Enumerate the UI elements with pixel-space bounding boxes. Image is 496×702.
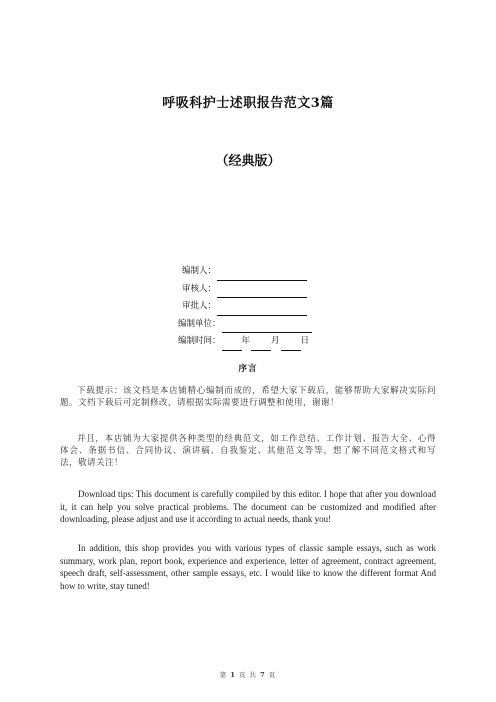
unit-blank	[222, 321, 312, 333]
footer-page-number: 1	[230, 671, 236, 679]
footer-prefix: 第	[219, 671, 228, 679]
year-label: 年	[241, 336, 251, 346]
reviewer-row	[178, 281, 312, 299]
editor-blank	[217, 269, 307, 281]
unit-label: 编制单位：	[178, 318, 221, 329]
editor-label: 编制人：	[182, 266, 217, 276]
year-blank	[222, 339, 242, 351]
preface-paragraph-4: In addition, this shop provides you with various types of classic sample essays, such as work summary, work plan, report book, experience and experience, letter of agreement, contract agreement, speech draft, self-assessment, other sample essays, etc. I would like to know the different format And how to write, stay tuned!	[60, 543, 436, 591]
approver-label: 审批人：	[182, 301, 217, 311]
document-title: 呼吸科护士述职报告范文3篇	[162, 96, 334, 111]
page-footer	[0, 670, 496, 679]
preface-paragraph-2: 并且，本店铺为大家提供各种类型的经典范文，如工作总结、工作计划、报告大全、心得体会、条据书信、合同协议、演讲稿、自我鉴定、其他范文等等，想了解不同范文格式和写法，敬请关注！	[60, 434, 436, 469]
footer-total-pages: 7	[260, 671, 266, 679]
info-form	[178, 263, 312, 351]
approver-blank	[217, 304, 307, 316]
approver-row	[178, 298, 312, 316]
day-blank	[281, 339, 301, 351]
editor-row	[178, 263, 312, 281]
footer-suffix: 页	[268, 671, 277, 679]
date-row	[178, 333, 312, 351]
preface-heading: 序言	[238, 364, 258, 374]
preface-paragraph-3: Download tips: This document is carefully compiled by this editor. I hope that after you download it, it can help you solve practical problems. The document can be customized and modified after downloading, please adjust and use it according to actual needs, thank you!	[60, 489, 436, 525]
month-label: 月	[271, 336, 280, 346]
unit-row	[178, 316, 312, 334]
reviewer-blank	[217, 286, 307, 298]
document-subtitle: （经典版）	[215, 154, 281, 169]
day-label: 日	[300, 336, 310, 346]
preface-paragraph-1: 下载提示：该文档是本店铺精心编制而成的，希望大家下载后，能够帮助大家解决实际问题。文档下载后可定制修改，请根据实际需要进行调整和使用，谢谢！	[60, 386, 436, 409]
reviewer-label: 审核人：	[182, 283, 217, 294]
month-blank	[251, 339, 271, 351]
date-label: 编制时间：	[178, 336, 221, 346]
footer-middle: 页 共	[238, 671, 258, 679]
